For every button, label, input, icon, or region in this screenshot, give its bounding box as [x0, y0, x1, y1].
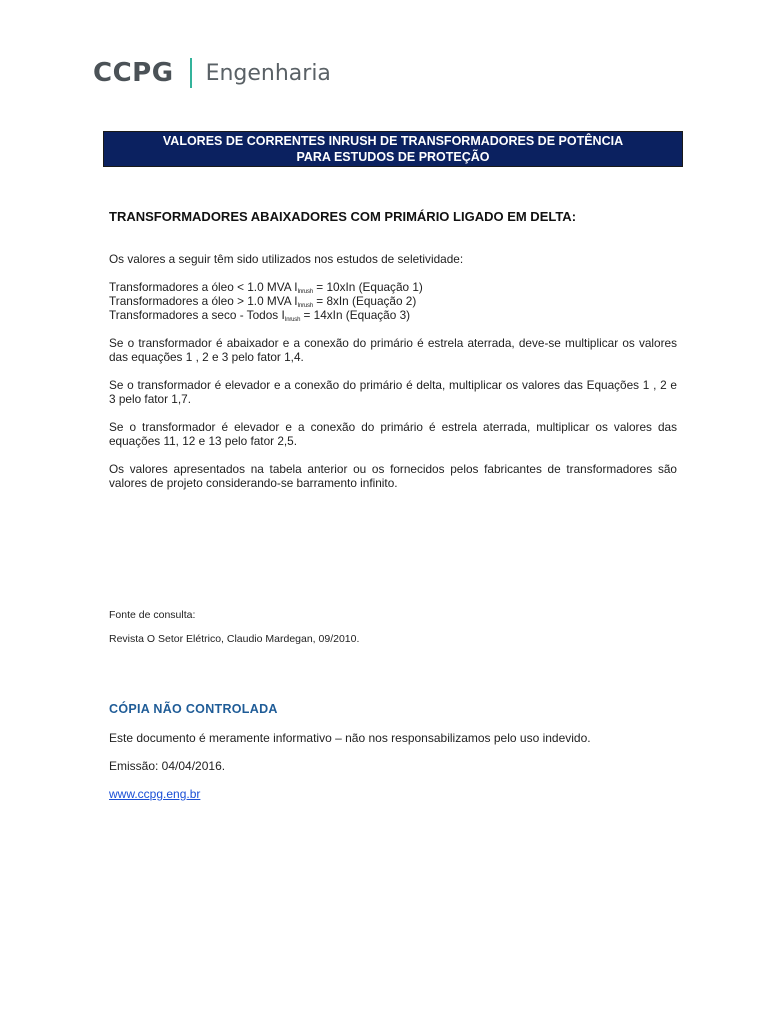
source-label: Fonte de consulta:	[109, 609, 196, 621]
copia-nao-controlada: CÓPIA NÃO CONTROLADA	[109, 702, 278, 716]
logo-word: Engenharia	[205, 60, 331, 86]
equation-2: Transformadores a óleo > 1.0 MVA $I_{Inrush} = 8xIn$ (Equação 2)	[109, 294, 417, 309]
paragraph-elevador-estrela: Se o transformador é elevador e a conexão do primário é estrela aterrada, multiplicar os valores das equações 11, 12 e 13 pelo fator 2,5.	[109, 420, 677, 448]
section-subtitle: TRANSFORMADORES ABAIXADORES COM PRIMÁRIO LIGADO EM DELTA:	[109, 209, 577, 224]
disclaimer-text: Este documento é meramente informativo – não nos responsabilizamos pelo uso indevido.	[109, 731, 591, 745]
document-title-line-1: VALORES DE CORRENTES INRUSH DE TRANSFORMADORES DE POTÊNCIA	[162, 134, 624, 148]
logo-separator	[190, 58, 192, 88]
source-reference: Revista O Setor Elétrico, Claudio Mardegan, 09/2010.	[109, 633, 360, 645]
document-title-line-2: PARA ESTUDOS DE PROTEÇÃO	[296, 150, 490, 164]
company-logo	[93, 57, 331, 89]
intro-text: Os valores a seguir têm sido utilizados nos estudos de seletividade:	[109, 252, 464, 266]
emission-date: Emissão: 04/04/2016.	[109, 759, 226, 773]
paragraph-valores-projeto: Os valores apresentados na tabela anterior ou os fornecidos pelos fabricantes de transformadores são valores de projeto considerando-se barramento infinito.	[109, 462, 677, 490]
equation-3: Transformadores a seco - Todos $I_{Inrush} = 14xIn$ (Equação 3)	[109, 308, 411, 323]
paragraph-elevador-delta: Se o transformador é elevador e a conexão do primário é delta, multiplicar os valores das Equações 1 , 2 e 3 pelo fator 1,7.	[109, 378, 677, 406]
equation-1: Transformadores a óleo < 1.0 MVA $I_{Inrush} = 10xIn$ (Equação 1)	[109, 280, 423, 295]
document-title	[103, 131, 683, 167]
website-link[interactable]: www.ccpg.eng.br	[109, 787, 201, 801]
paragraph-abaixador-estrela: Se o transformador é abaixador e a conexão do primário é estrela aterrada, deve-se multiplicar os valores das equações 1 , 2 e 3 pelo fator 1,4.	[109, 336, 677, 364]
logo-mark: CCPG	[93, 58, 174, 88]
